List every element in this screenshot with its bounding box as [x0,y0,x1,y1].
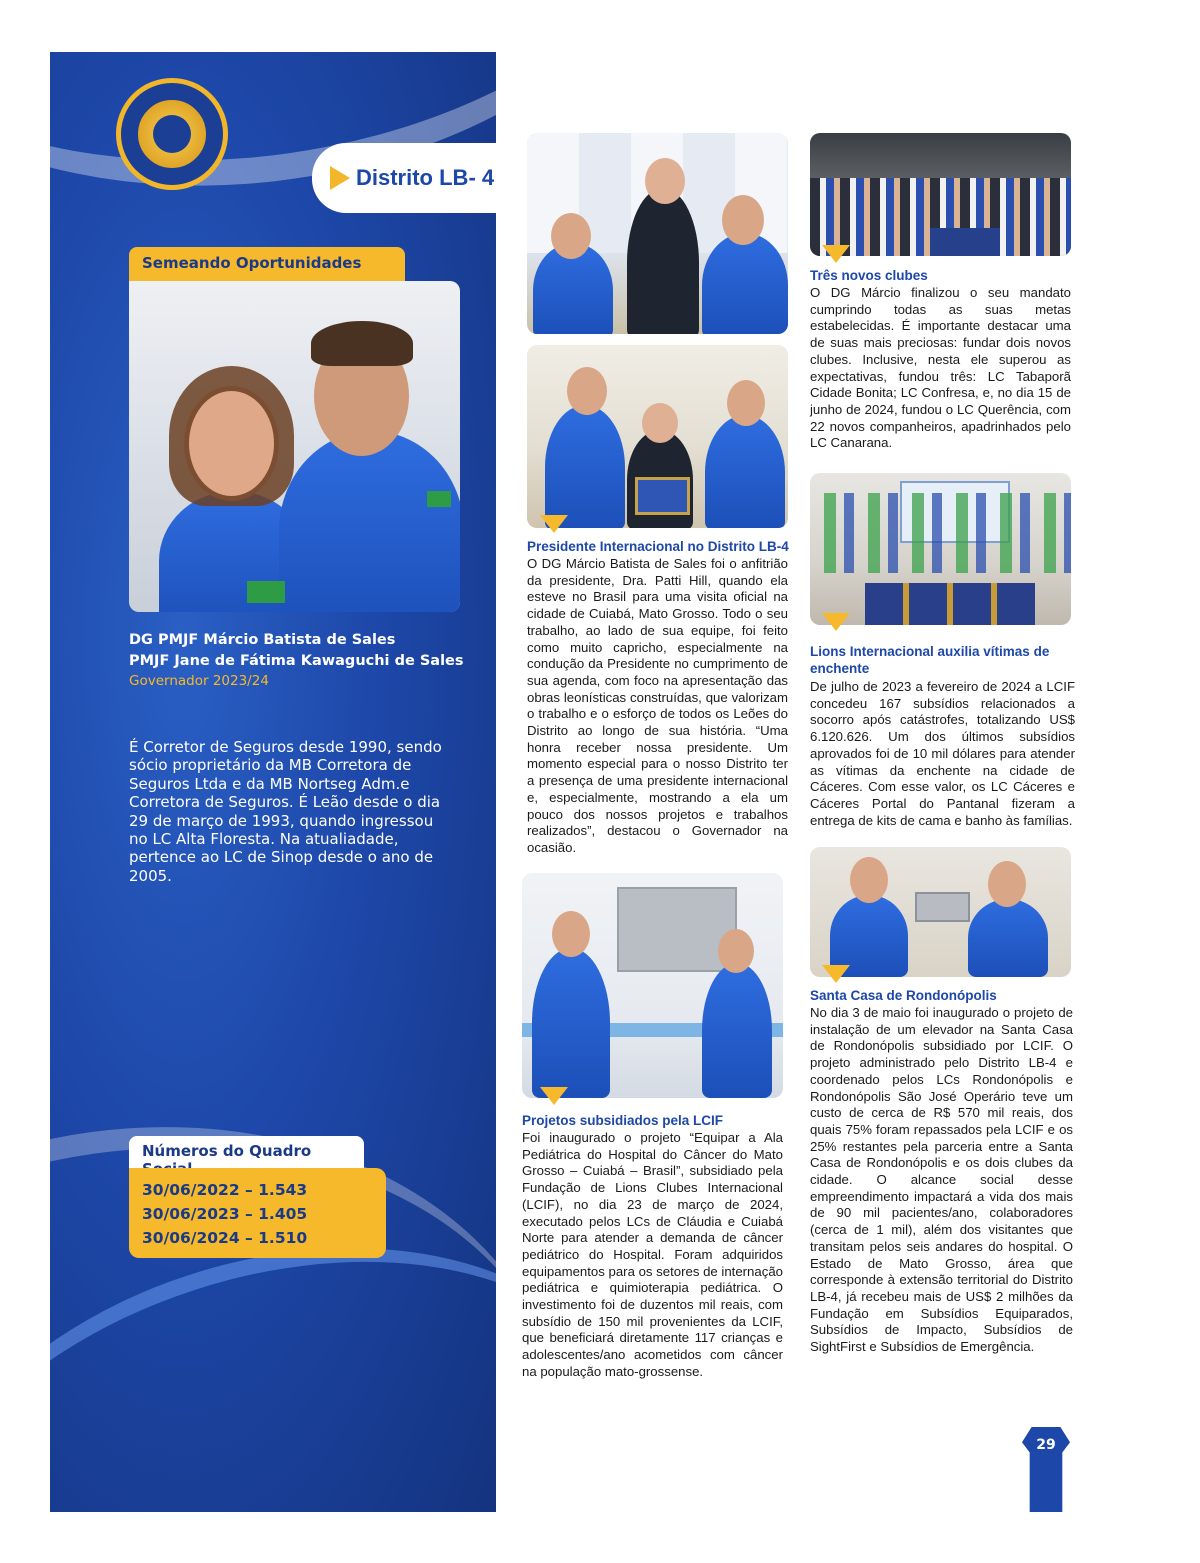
governor-bio: É Corretor de Seguros desde 1990, sendo sócio proprietário da MB Corretora de Seguros Ltda e da MB Nortseg Adm.e Corretora de Seguros. É Leão desde o dia 29 de março de 1993, quando ingressou no LC Alta Floresta. Na atualiadade, pertence ao LC de Sinop desde o ano de 2005. [129,738,442,885]
caption-arrow-icon [540,515,568,533]
article-title-presidente: Presidente Internacional no Distrito LB-4 [527,539,789,554]
article-title-clubes: Três novos clubes [810,268,928,283]
stats-title: Números do Quadro [129,1136,364,1168]
article-title-projetos: Projetos subsidiados pela LCIF [522,1113,724,1128]
club-seal-logo [116,78,228,190]
caption-arrow-icon [822,245,850,263]
play-arrow-icon [330,166,350,190]
article-body-projetos: Foi inaugurado o projeto “Equipar a Ala Pediátrica do Hospital do Câncer do Mato Grosso – Cuiabá – Brasil”, subsidiado pela Fundação de Lions Clubes Internacional (LCIF), no dia 23 de março de 2024, executado pelos LCs de Cláudia e Cuiabá Norte para atender a demanda de câncer pediátrico do Hospital. Foram adquiridos equipamentos para os setores de internação pediátrica e quimioterapia pediátrica. O investimento foi de duzentos mil reais, com subsídio de 150 mil provenientes da LCIF, que beneficiará diretamente 117 crianças e adolescentes/ano acometidos com câncer na população mato-grossense. [522,1130,783,1379]
stat-row: 30/06/2024 – 1.510 [142,1229,308,1247]
event-photo-clubs-group [810,133,1071,256]
caption-arrow-icon [540,1087,568,1105]
article-body-santa-casa: No dia 3 de maio foi inaugurado o projeto de instalação de um elevador na Santa Casa de Rondonópolis subsidiado por LCIF. O projeto administrado pelo Distrito LB-4 e coordenado pelos LCs Rondonópolis e Rondonópolis São José Operário teve um custo de cerca de R$ 570 mil reais, dos quais 75% foram repassados pela LCIF e os 25% restantes pela parceria entre a Santa Casa de Rondonópolis e os dois clubes da cidade. O alcance social desse empreendimento impactará a vida dos mais de 90 mil pacientes/ano, colaboradores (cerca de 1 mil), além dos visitantes que transitam pelos seis andares do hospital. O Estado de Mato Grosso, área que corresponde à extensão territorial do Distrito LB-4, já recebeu mais de US$ 2 milhões da Fundação em Subsídios Equiparados, Subsídios de Impacto, Subsídios de SightFirst e Subsídios de Emergência. [810,1005,1073,1355]
event-photo-elevator-plaque [810,847,1071,977]
district-tab [312,143,496,213]
lion-emblem-icon [153,115,191,153]
governor-names [129,630,469,691]
caption-arrow-icon [822,613,850,631]
stat-row: 30/06/2022 – 1.543 [142,1181,308,1199]
article-body-enchente: De julho de 2023 a fevereiro de 2024 a LCIF concedeu 167 subsídios relacionados a socorro após catástrofes, totalizando US$ 6.120.626. Um dos últimos subsídios aprovados foi de 10 mil dólares para atender as vítimas da enchente na cidade de Cáceres. Com esse valor, os LC Cáceres e Cáceres Portal do Pantanal fizeram a entrega de kits de cama e banho às famílias. [810,679,1075,828]
event-photo-flood-donations [810,473,1071,625]
article-body-presidente: O DG Márcio Batista de Sales foi o anfitrião da presidente, Dra. Patti Hill, quando ela esteve no Brasil para uma visita oficial na cidade de Cuiabá, Mato Grosso. Todo o seu trabalho, ao lado de sua equipe, foi feito como muito capricho, especialmente na condução da Presidente no cumprimento de sua agenda, com foco na apresentação das obras leonísticas construídas, que valorizam o trabalho e o esforço de todos os Leões do Distrito ao longo de sua história. “Uma honra receber nossa presidente. Um momento especial para o nosso Distrito ter a presença de uma presidente internacional e, especialmente, mostrando a ela um pouco dos nossos projetos e trabalhos realizados”, destacou o Governador na ocasião. [527,556,788,855]
event-photo-presidente-stage [527,133,788,334]
page-number: 29 [1036,1437,1056,1453]
article-body-clubes: O DG Márcio finalizou o seu mandato cumprindo todas as suas metas estabelecidas. É importante destacar uma de suas mais preciosas: fundar dois novos clubes. Inclusive, nesta ele superou as expectativas, fundou três: LC Tabaporã Cidade Bonita; LC Confresa, e, no dia 15 de junho de 2024, fundou o LC Querência, com 22 novos companheiros, apadrinhados pelo LC Canarana. [810,285,1071,451]
caption-arrow-icon [822,965,850,983]
page-number-badge [1022,1427,1070,1512]
event-photo-plaque [527,345,788,528]
stats-box [129,1168,386,1258]
stat-row: 30/06/2023 – 1.405 [142,1205,308,1223]
governor-name: DG PMJF Márcio Batista de Sales [129,632,396,648]
governor-role: Governador 2023/24 [129,673,269,689]
section-tag: Semeando Oportunidades [129,247,405,281]
article-title-enchente: Lions Internacional auxilia vítimas de enchente [810,644,1050,676]
article-title-santa-casa: Santa Casa de Rondonópolis [810,988,997,1003]
governor-couple-photo [129,281,460,612]
event-photo-hospital-ward [522,873,783,1098]
spouse-name: PMJF Jane de Fátima Kawaguchi de Sales [129,653,464,669]
district-label: Distrito LB- 4 [356,165,495,190]
